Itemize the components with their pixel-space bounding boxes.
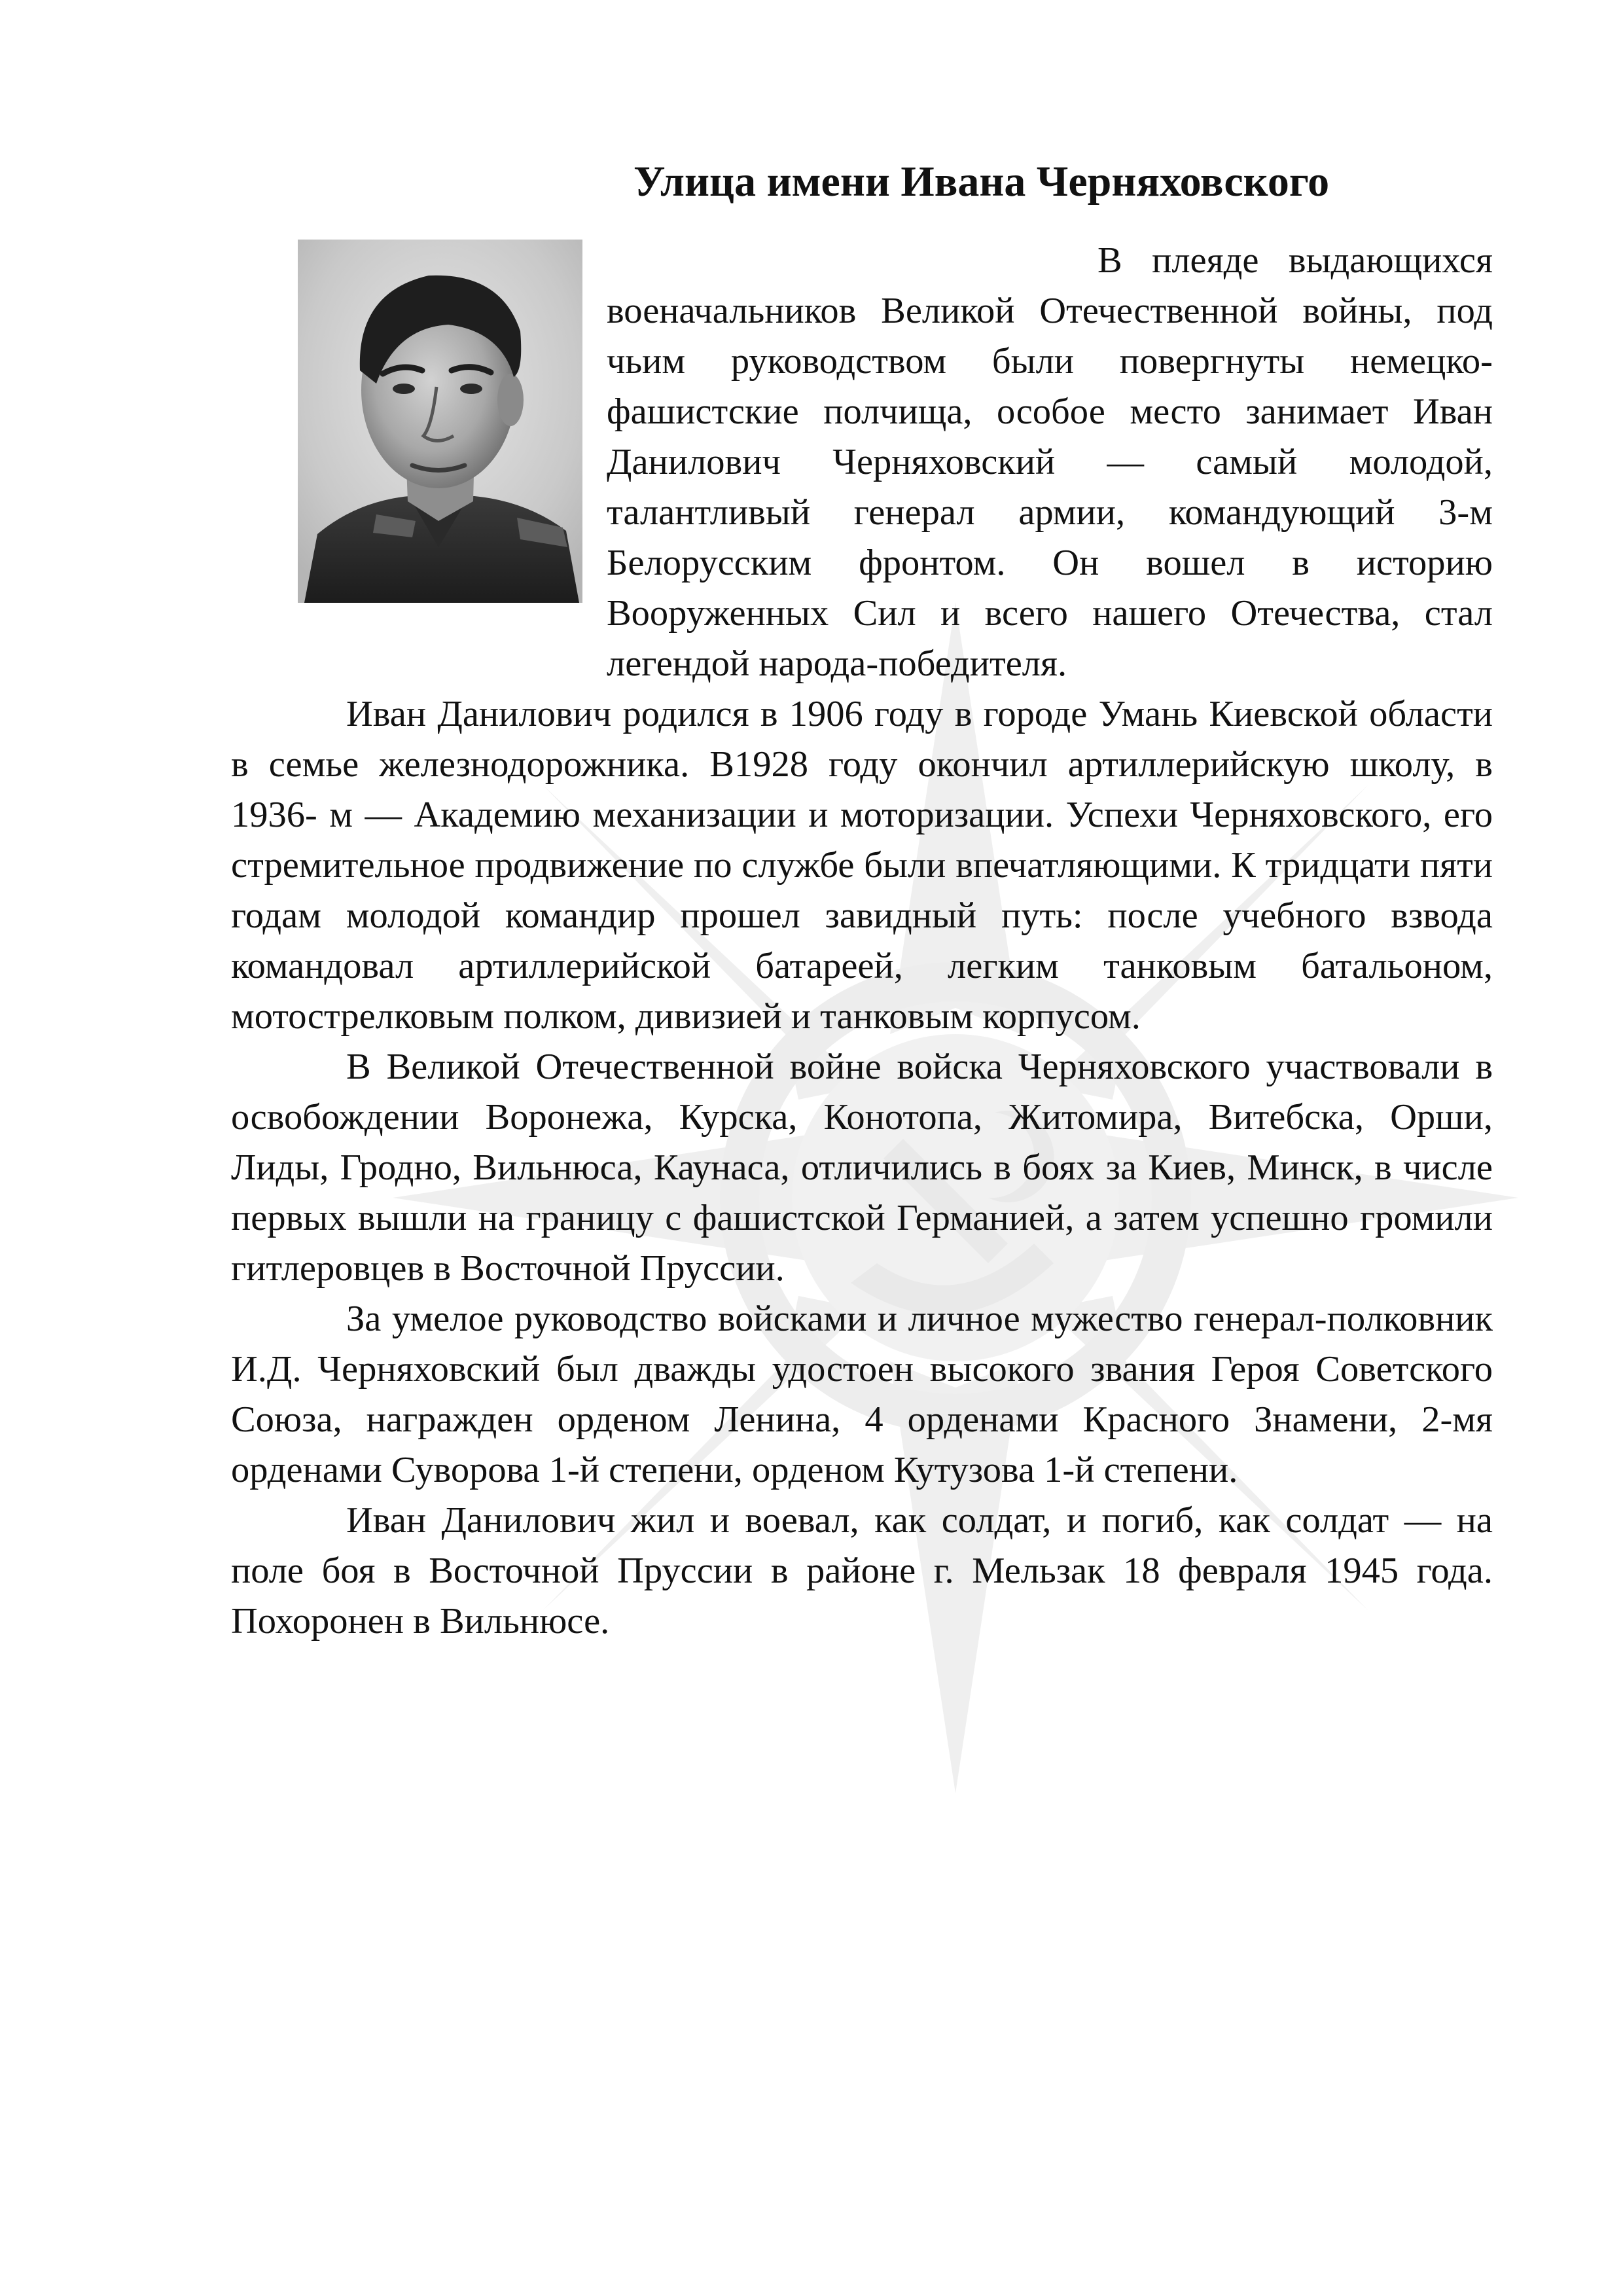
portrait-wrap-space	[231, 236, 607, 643]
paragraph-1-text: В плеяде выдающихся военачальников Великой Отечественной войны, под чьим руководством были повергнуты немецко-фашистские полчища, особое место занимает Иван Данилович Черняховский — самый молодой, талантливый генерал армии, командующий 3-м Белорусским фронтом. Он вошел в историю Вооруженных Сил и всего нашего Отечества, стал легендой народа-победителя.	[607, 240, 1493, 684]
article-paragraph-3: В Великой Отечественной войне войска Черняховского участвовали в освобождении Воронежа, Курска, Конотопа, Житомира, Витебска, Орши, Лиды, Гродно, Вильнюса, Каунаса, отличились в боях за Киев, Минск, в числе первых вышли на границу с фашистской Германией, а затем успешно громили гитлеровцев в Восточной Пруссии.	[231, 1047, 1493, 1289]
article-paragraph-5: Иван Данилович жил и воевал, как солдат, и погиб, как солдат — на поле боя в Восточной Пруссии в районе г. Мельзак 18 февраля 1945 года. Похоронен в Вильнюсе.	[231, 1500, 1493, 1641]
article-paragraph-2: Иван Данилович родился в 1906 году в городе Умань Киевской области в семье железнодорожника. В1928 году окончил артиллерийскую школу, в 1936- м — Академию механизации и моторизации. Успехи Черняховского, его стремительное продвижение по службе были впечатляющими. К тридцати пяти годам молодой командир прошел завидный путь: после учебного взвода командовал артиллерийской батареей, легким танковым батальоном, мотострелковым полком, дивизией и танковым корпусом.	[231, 694, 1493, 1037]
article-body	[231, 236, 1493, 1647]
article-paragraph-4: За умелое руководство войсками и личное мужество генерал-полковник И.Д. Черняховский был дважды удостоен высокого звания Героя Советского Союза, награжден орденом Ленина, 4 орденами Красного Знамени, 2-мя орденами Суворова 1-й степени, орденом Кутузова 1-й степени.	[231, 1299, 1493, 1490]
page-title: Улица имени Ивана Черняховского	[633, 158, 1330, 206]
